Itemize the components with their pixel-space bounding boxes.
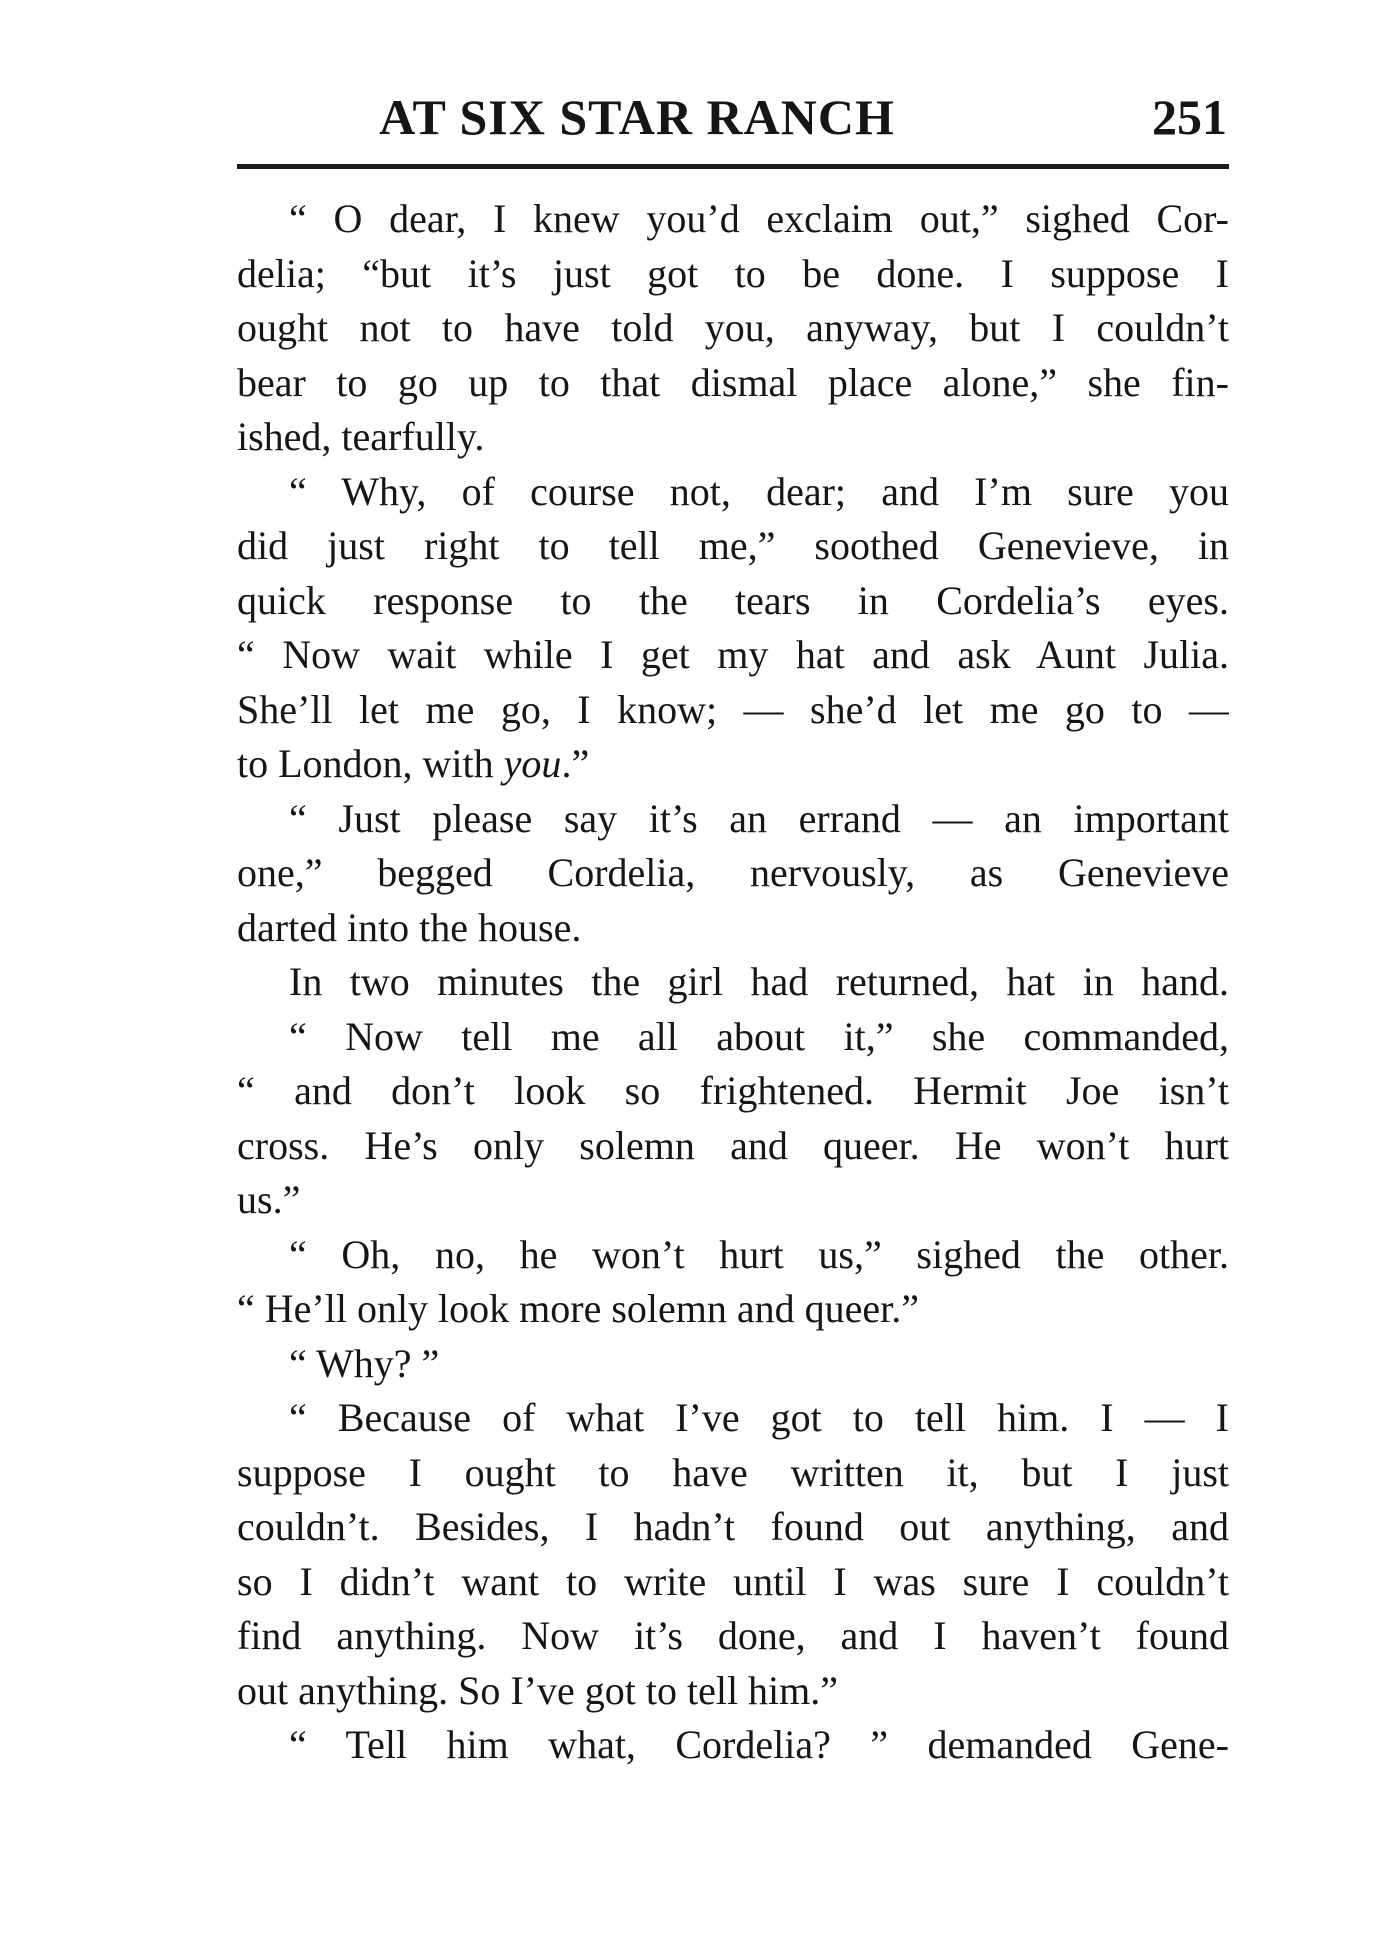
text-line: find anything. Now it’s done, and I haven’t found bbox=[237, 1613, 1229, 1658]
text-line: so I didn’t want to write until I was sure I couldn’t bbox=[237, 1558, 1229, 1604]
text-line: did just right to tell me,” soothed Genevieve, in bbox=[237, 523, 1229, 568]
running-title: AT SIX STAR RANCH bbox=[379, 89, 895, 145]
running-head bbox=[237, 86, 1229, 148]
text-line: “ He’ll only look more solemn and queer.” bbox=[237, 1286, 920, 1331]
text-line: quick response to the tears in Cordelia’s eyes. bbox=[237, 577, 1229, 623]
text-line: “ Why, of course not, dear; and I’m sure you bbox=[289, 468, 1229, 514]
text-line: “ O dear, I knew you’d exclaim out,” sighed Cor- bbox=[289, 196, 1229, 241]
text-line: bear to go up to that dismal place alone,” she fin- bbox=[237, 359, 1229, 405]
text-line: delia; “but it’s just got to be done. I suppose I bbox=[237, 250, 1229, 296]
text-line: “ and don’t look so frightened. Hermit Joe isn’t bbox=[237, 1068, 1229, 1113]
header-rule bbox=[237, 164, 1229, 169]
text-line: In two minutes the girl had returned, hat in hand. bbox=[289, 959, 1229, 1004]
text-line: “ Why? ” bbox=[289, 1340, 440, 1386]
emphasis: you bbox=[503, 741, 562, 786]
page-number: 251 bbox=[1152, 89, 1227, 145]
text-line: couldn’t. Besides, I hadn’t found out anything, and bbox=[237, 1504, 1229, 1549]
text-line: She’ll let me go, I know; — she’d let me go to — bbox=[237, 686, 1229, 732]
text-line: “ Just please say it’s an errand — an important bbox=[289, 795, 1229, 841]
text-line: out anything. So I’ve got to tell him.” bbox=[237, 1667, 839, 1713]
text-line: “ Now tell me all about it,” she commanded, bbox=[289, 1013, 1229, 1059]
text-line: “ Tell him what, Cordelia? ” demanded Gene- bbox=[289, 1722, 1229, 1767]
text-line: to London, with you.” bbox=[237, 741, 590, 786]
text-line: “ Now wait while I get my hat and ask Aunt Julia. bbox=[237, 632, 1229, 677]
body-text bbox=[237, 192, 1229, 1773]
text-line: ought not to have told you, anyway, but I couldn’t bbox=[237, 305, 1229, 350]
text-line: one,” begged Cordelia, nervously, as Genevieve bbox=[237, 850, 1229, 895]
text-line: darted into the house. bbox=[237, 904, 582, 950]
text-line: ished, tearfully. bbox=[237, 414, 485, 459]
text-line: us.” bbox=[237, 1177, 301, 1222]
text-line: “ Because of what I’ve got to tell him. I — I bbox=[289, 1395, 1229, 1440]
text-line: “ Oh, no, he won’t hurt us,” sighed the other. bbox=[289, 1231, 1229, 1277]
text-line: suppose I ought to have written it, but I just bbox=[237, 1449, 1229, 1495]
text-line: cross. He’s only solemn and queer. He won’t hurt bbox=[237, 1122, 1229, 1168]
